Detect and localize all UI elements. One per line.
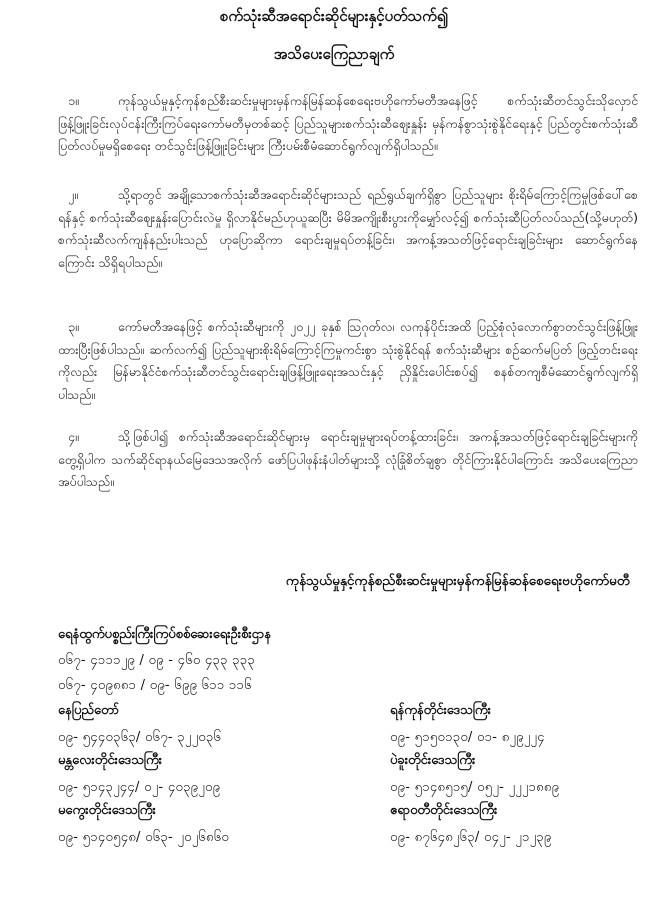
yangon-label: ရန်ကုန်တိုင်းဒေသကြီး (390, 703, 491, 718)
yangon-phone: ၀၉- ၅၁၅၀၁၃၀/ ၀၁- ၈၂၉၂၂၄ (390, 730, 545, 745)
magway-phone: ၀၉- ၅၁၄၀၅၄၈/ ၀၆၃- ၂၀၂၆၈၆၀ (58, 830, 229, 845)
paragraph-4 (58, 426, 638, 494)
paragraph-1 (58, 90, 638, 158)
ministry-label: ရေနံထွက်ပစ္စည်းကြီးကြပ်စစ်ဆေးရေးဦးစီးဌာန (58, 627, 271, 642)
page-subtitle: အသိပေးကြေညာချက် (273, 45, 395, 63)
page-title: စက်သုံးဆီအရောင်းဆိုင်များနှင့်ပတ်သက်၍ (219, 7, 449, 25)
ministry-phone-2: ၀၆၇- ၄၀၉၈၈၁ / ၀၉- ၆၉၉ ၆၁၁ ၁၁၆ (58, 678, 252, 693)
naypyitaw-label: နေပြည်တော် (58, 703, 120, 718)
magway-label: မကွေးတိုင်းဒေသကြီး (58, 803, 156, 818)
mandalay-phone: ၀၉- ၅၁၄၃၂၄၄/ ၀၂- ၄၀၃၉၂၀၉ (58, 780, 221, 795)
committee-signature: ကုန်သွယ်မှုနှင့်ကုန်စည်စီးဆင်းမှုများမှန်ကန်မြန်ဆန်စေရေးဗဟိုကော်မတီ (285, 573, 630, 589)
naypyitaw-phone: ၀၉- ၅၄၄၀၃၆၃/ ၀၆၇- ၃၂၂၀၃၆ (58, 730, 222, 745)
mandalay-label: မန္တလေးတိုင်းဒေသကြီး (58, 753, 162, 768)
paragraph-text: ကုန်သွယ်မှုနှင့်ကုန်စည်စီးဆင်းမှုများမှန်ကန်မြန်ဆန်စေရေးဗဟိုကော်မတီအနေဖြင့် စက်သုံးဆီတင်သွင်းသိုလှောင်ဖြန့်ဖြူးခြင်းလုပ်ငန်းကြီးကြပ်ရေးကော်မတီမှတစ်ဆင့် ပြည်သူများစက်သုံးဆီဈေးနှုန်း မှန်ကန်စွာသုံးစွဲနိုင်ရေးနှင့် ပြည်တွင်းစက်သုံးဆီပြတ်လပ်မှုမရှိစေရေး တင်သွင်းဖြန့်ဖြူးခြင်းများ ကြီးပမ်းစီမံဆောင်ရွက်လျက်ရှိပါသည်။ (58, 93, 638, 153)
paragraph-text: သို့ဖြစ်ပါ၍ စက်သုံးဆီအရောင်းဆိုင်များမှ ရောင်းချမှုများရပ်တန့်ထားခြင်း၊ အကန့်အသတ်ဖြင့်ရောင်းချခြင်းများကို တွေ့ရှိပါက သက်ဆိုင်ရာနယ်မြေဒေသအလိုက် ဖော်ပြပါဖုန်းနံပါတ်များသို့ လုံခြုံစိတ်ချစွာ တိုင်ကြားနိုင်ပါကြောင်း အသိပေးကြေညာအပ်ပါသည်။ (58, 429, 638, 489)
paragraph-number: ၁။ (68, 93, 79, 108)
paragraph-2 (58, 184, 638, 274)
ayeyarwady-label: ဧရာဝတီတိုင်းဒေသကြီး (390, 803, 498, 818)
paragraph-number: ၃။ (68, 319, 79, 334)
ministry-phone-1: ၀၆၇- ၄၁၁၁၂၉ / ၀၉ - ၄၆၀ ၄၃၃ ၃၃၃ (58, 653, 256, 668)
paragraph-text: သို့ရာတွင် အချို့သောစက်သုံးဆီအရောင်းဆိုင်များသည် ရည်ရွယ်ချက်ရှိစွာ ပြည်သူများ စိုးရိမ်ကြောင့်ကြမှုဖြစ်ပေါ်စေရန်နှင့် စက်သုံးဆီဈေးနှုန်းပြောင်းလဲမှု ရှိလာနိုင်မည်ဟုယူဆပြီး မိမိအကျိုးစီးပွားကိုမျှော်လင့်၍ စက်သုံးဆီပြတ်လပ်သည်(သို့မဟုတ်) စက်သုံးဆီလက်ကျန်နည်းပါးသည် ဟုပြောဆိုကာ ရောင်းချမှုရပ်တန့်ခြင်း၊ အကန့်အသတ်ဖြင့်ရောင်းချခြင်းများ ဆောင်ရွက်နေကြောင်း သိရှိရပါသည်။ (58, 187, 638, 270)
paragraph-3 (58, 316, 638, 406)
paragraph-text: ကော်မတီအနေဖြင့် စက်သုံးဆီများကို ၂၀၂၂ ခုနှစ် ဩဂုတ်လ၊ လကုန်ပိုင်းအထိ ပြည့်စုံလုံလောက်စွာတင်သွင်းဖြန့်ဖြူးထားပြီးဖြစ်ပါသည်။ ဆက်လက်၍ ပြည်သူများစိုးရိမ်ကြောင့်ကြမှုကင်းစွာ သုံးစွဲနိုင်ရန် စက်သုံးဆီများ စဉ်ဆက်မပြတ် ဖြည့်တင်းရေးကိုလည်း မြန်မာနိုင်ငံစက်သုံးဆီတင်သွင်းရောင်းချဖြန့်ဖြူးရေးအသင်းနှင့် ညှိနှိုင်းပေါင်းစပ်၍ စနစ်တကျစီမံဆောင်ရွက်လျက်ရှိပါသည်။ (58, 319, 638, 402)
ayeyarwady-phone: ၀၉- ၈၇၆၄၈၂၆၃/ ၀၄၂- ၂၁၂၃၉ (390, 830, 552, 845)
bago-phone: ၀၉- ၅၁၄၈၅၁၅/ ၀၅၂- ၂၂၂၁၈၈၉ (390, 780, 560, 795)
paragraph-number: ၄။ (68, 429, 79, 444)
bago-label: ပဲခူးတိုင်းဒေသကြီး (390, 753, 476, 768)
paragraph-number: ၂။ (68, 187, 78, 202)
